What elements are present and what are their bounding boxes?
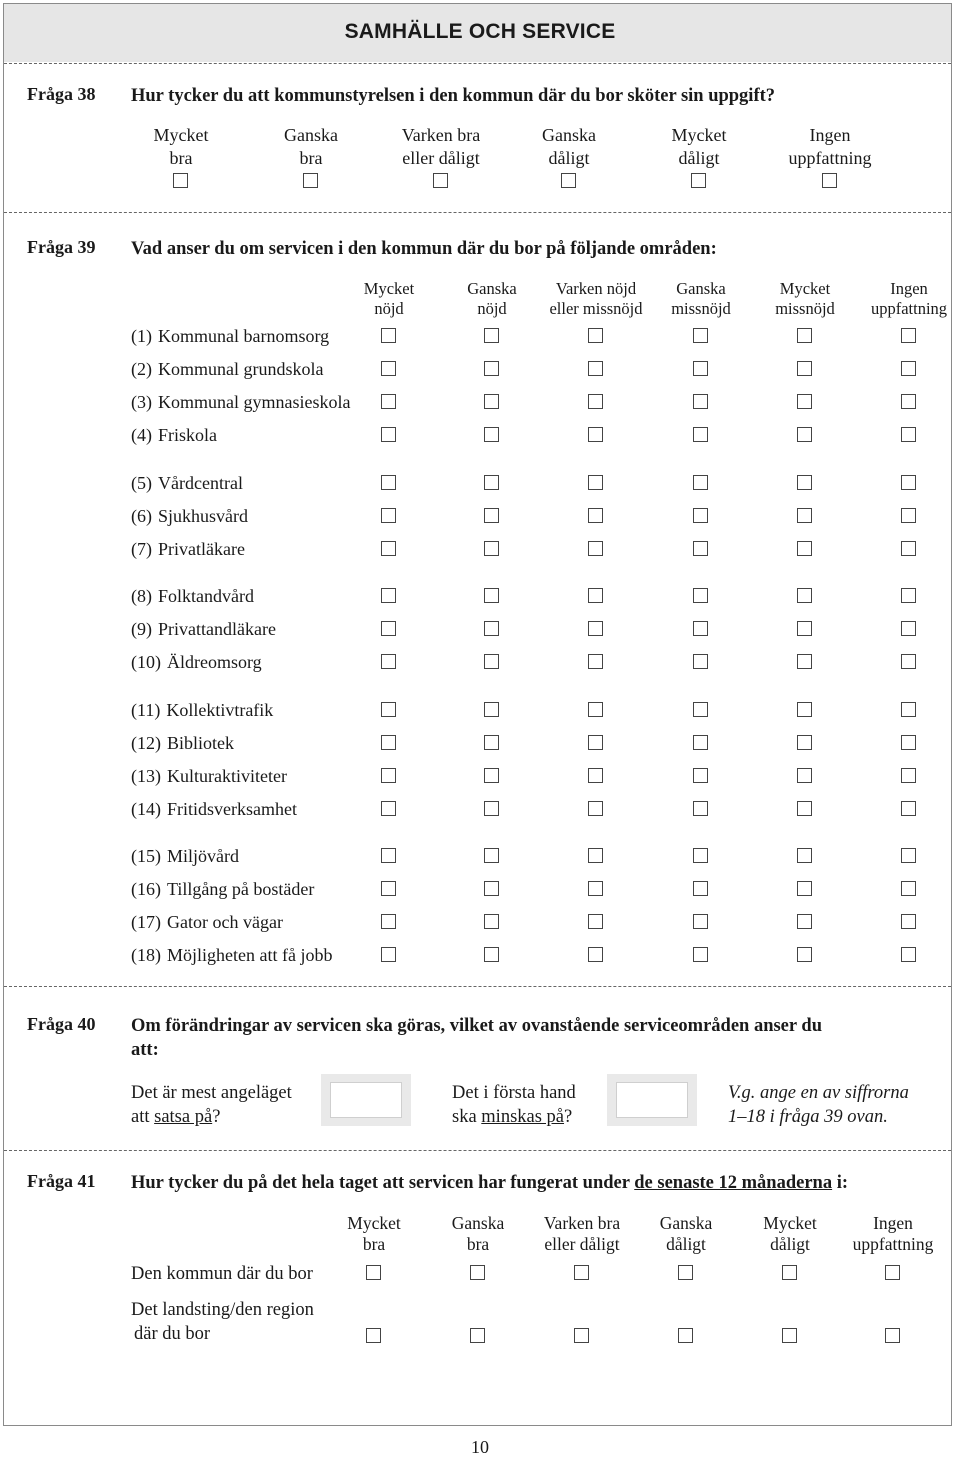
q39-item-checkbox[interactable]	[484, 848, 499, 863]
q39-item-checkbox[interactable]	[484, 654, 499, 669]
item-label: Kulturaktiviteter	[167, 766, 287, 786]
q39-item-checkbox[interactable]	[797, 735, 812, 750]
text-part: att	[131, 1107, 155, 1127]
q38-option-header	[509, 124, 629, 170]
q39-item-checkbox[interactable]	[484, 475, 499, 490]
q39-item-checkbox[interactable]	[588, 588, 603, 603]
question-40-text	[131, 1014, 931, 1062]
item-number: (13)	[131, 766, 161, 786]
q41-landsting-checkbox[interactable]	[782, 1328, 797, 1343]
q41-landsting-checkbox[interactable]	[678, 1328, 693, 1343]
q39-item-checkbox[interactable]	[588, 848, 603, 863]
q41-column-header	[735, 1213, 845, 1255]
q39-item-checkbox[interactable]	[484, 361, 499, 376]
q39-item-checkbox[interactable]	[693, 328, 708, 343]
q38-option-checkbox[interactable]	[691, 173, 706, 188]
question-38-text: Hur tycker du att kommunstyrelsen i den kommun där du bor sköter sin uppgift?	[131, 86, 776, 106]
q39-item-label	[131, 538, 245, 560]
q39-item-checkbox[interactable]	[693, 361, 708, 376]
q39-item-checkbox[interactable]	[588, 427, 603, 442]
question-40-text-line: att:	[131, 1040, 159, 1060]
option-line1: Varken bra	[401, 125, 481, 145]
q39-item-checkbox[interactable]	[588, 508, 603, 523]
q39-item-checkbox[interactable]	[693, 621, 708, 636]
q39-item-checkbox[interactable]	[901, 328, 916, 343]
q38-option-header	[639, 124, 759, 170]
row-label-line: Det landsting/den region	[131, 1300, 314, 1320]
priority-increase-line2	[131, 1105, 292, 1129]
q39-item-checkbox[interactable]	[901, 654, 916, 669]
option-line1: Mycket	[153, 125, 209, 145]
q39-item-checkbox[interactable]	[797, 914, 812, 929]
q41-kommun-checkbox[interactable]	[678, 1265, 693, 1280]
option-line2: dåligt	[678, 148, 720, 168]
column-line2: dåligt	[666, 1234, 706, 1254]
q39-item-checkbox[interactable]	[901, 947, 916, 962]
q39-item-label	[131, 618, 276, 640]
q39-item-label	[131, 585, 254, 607]
row-label-kommun: Den kommun där du bor	[131, 1264, 313, 1284]
q39-item-checkbox[interactable]	[797, 848, 812, 863]
q38-option-header	[251, 124, 371, 170]
q39-item-checkbox[interactable]	[588, 702, 603, 717]
item-number: (12)	[131, 733, 161, 753]
q39-item-checkbox[interactable]	[797, 801, 812, 816]
q39-column-header	[334, 279, 444, 319]
q39-item-label	[131, 472, 243, 494]
row-label-landsting	[131, 1298, 314, 1346]
q39-item-checkbox[interactable]	[797, 475, 812, 490]
priority-increase-line1: Det är mest angeläget	[131, 1083, 292, 1103]
q38-option-header	[770, 124, 890, 170]
q39-item-checkbox[interactable]	[901, 394, 916, 409]
option-line1: Mycket	[671, 125, 727, 145]
q39-item-checkbox[interactable]	[381, 621, 396, 636]
text-part: ?	[564, 1107, 573, 1127]
q39-item-checkbox[interactable]	[588, 654, 603, 669]
priority-decrease-line1: Det i första hand	[452, 1083, 576, 1103]
question-39-number: Fråga 39	[27, 237, 96, 257]
q39-item-checkbox[interactable]	[588, 328, 603, 343]
q39-item-checkbox[interactable]	[693, 801, 708, 816]
item-label: Äldreomsorg	[167, 652, 262, 672]
q39-item-checkbox[interactable]	[693, 654, 708, 669]
q39-item-checkbox[interactable]	[588, 947, 603, 962]
q39-item-checkbox[interactable]	[901, 621, 916, 636]
q39-item-checkbox[interactable]	[588, 361, 603, 376]
item-number: (17)	[131, 912, 161, 932]
q39-item-checkbox[interactable]	[381, 801, 396, 816]
divider	[4, 63, 951, 64]
q39-item-checkbox[interactable]	[484, 914, 499, 929]
q39-item-checkbox[interactable]	[381, 768, 396, 783]
q39-column-header	[750, 279, 860, 319]
q39-item-checkbox[interactable]	[484, 508, 499, 523]
q39-item-checkbox[interactable]	[588, 735, 603, 750]
q39-item-checkbox[interactable]	[381, 328, 396, 343]
underlined-text: satsa på	[154, 1107, 213, 1127]
q39-item-label	[131, 699, 273, 721]
item-number: (11)	[131, 700, 161, 720]
answer-box-inner	[330, 1082, 402, 1118]
item-label: Miljövård	[167, 846, 239, 866]
column-line1: Mycket	[347, 1213, 401, 1233]
q39-item-label	[131, 944, 332, 966]
q39-item-checkbox[interactable]	[484, 394, 499, 409]
q39-item-checkbox[interactable]	[381, 588, 396, 603]
column-line2: nöjd	[374, 299, 404, 318]
q39-item-checkbox[interactable]	[693, 394, 708, 409]
q39-item-checkbox[interactable]	[588, 394, 603, 409]
question-41-number: Fråga 41	[27, 1171, 96, 1191]
q39-item-checkbox[interactable]	[381, 881, 396, 896]
priority-decrease-answer-box[interactable]	[607, 1074, 697, 1126]
q39-item-checkbox[interactable]	[381, 702, 396, 717]
column-line1: Ganska	[451, 1213, 505, 1233]
q39-item-checkbox[interactable]	[797, 427, 812, 442]
q39-item-checkbox[interactable]	[693, 735, 708, 750]
question-40-note	[728, 1081, 909, 1129]
q39-item-checkbox[interactable]	[901, 475, 916, 490]
q39-item-checkbox[interactable]	[901, 541, 916, 556]
q39-item-label	[131, 358, 323, 380]
q39-item-checkbox[interactable]	[901, 801, 916, 816]
column-line2: nöjd	[477, 299, 507, 318]
q39-item-checkbox[interactable]	[484, 768, 499, 783]
q39-item-checkbox[interactable]	[381, 735, 396, 750]
q39-column-header	[437, 279, 547, 319]
question-40-text-line: Om förändringar av servicen ska göras, vilket av ovanstående serviceområden anser du	[131, 1016, 822, 1036]
question-41-text	[131, 1171, 848, 1195]
q39-item-label	[131, 765, 287, 787]
note-line: 1–18 i fråga 39 ovan.	[728, 1107, 888, 1127]
q39-item-checkbox[interactable]	[693, 702, 708, 717]
q41-landsting-checkbox[interactable]	[574, 1328, 589, 1343]
item-number: (10)	[131, 652, 161, 672]
question-38-number: Fråga 38	[27, 84, 96, 104]
q39-item-checkbox[interactable]	[381, 914, 396, 929]
priority-decrease-label	[452, 1081, 576, 1129]
option-line1: Ingen	[809, 125, 851, 145]
q39-item-checkbox[interactable]	[797, 654, 812, 669]
q39-item-checkbox[interactable]	[484, 702, 499, 717]
q39-item-checkbox[interactable]	[693, 914, 708, 929]
column-line1: Ganska	[659, 1213, 713, 1233]
q39-item-checkbox[interactable]	[901, 702, 916, 717]
column-line1: Ingen	[890, 279, 928, 298]
q38-option-header	[121, 124, 241, 170]
q41-landsting-checkbox[interactable]	[885, 1328, 900, 1343]
item-label: Möjligheten att få jobb	[167, 945, 333, 965]
item-number: (15)	[131, 846, 161, 866]
text-part: ska	[452, 1107, 482, 1127]
column-line2: uppfattning	[852, 1234, 934, 1254]
q41-column-header	[527, 1213, 637, 1255]
answer-box-inner	[616, 1082, 688, 1118]
q39-item-checkbox[interactable]	[797, 588, 812, 603]
q41-landsting-checkbox[interactable]	[366, 1328, 381, 1343]
column-line2: dåligt	[770, 1234, 810, 1254]
column-line2: eller missnöjd	[549, 299, 643, 318]
item-number: (9)	[131, 619, 152, 639]
q41-column-header	[631, 1213, 741, 1255]
column-line1: Varken nöjd	[555, 279, 637, 298]
q39-item-checkbox[interactable]	[901, 735, 916, 750]
q39-item-checkbox[interactable]	[797, 702, 812, 717]
q41-column-header	[423, 1213, 533, 1255]
question-39-text: Vad anser du om servicen i den kommun där du bor på följande områden:	[131, 239, 717, 259]
column-line2: missnöjd	[671, 299, 731, 318]
column-line1: Mycket	[363, 279, 415, 298]
q39-item-checkbox[interactable]	[901, 848, 916, 863]
row-label-line: där du bor	[134, 1324, 211, 1344]
q39-item-checkbox[interactable]	[901, 508, 916, 523]
column-line1: Ganska	[676, 279, 726, 298]
column-line1: Ganska	[467, 279, 517, 298]
q39-item-checkbox[interactable]	[797, 621, 812, 636]
column-line1: Varken bra	[543, 1213, 621, 1233]
item-number: (5)	[131, 473, 152, 493]
item-label: Sjukhusvård	[158, 506, 248, 526]
q39-column-header	[646, 279, 756, 319]
q39-item-label	[131, 651, 262, 673]
question-40-number: Fråga 40	[27, 1014, 96, 1034]
q39-column-header	[541, 279, 651, 319]
q39-item-checkbox[interactable]	[693, 768, 708, 783]
column-line2: missnöjd	[775, 299, 835, 318]
q39-item-checkbox[interactable]	[901, 361, 916, 376]
item-label: Fritidsverksamhet	[167, 799, 297, 819]
q38-option-checkbox[interactable]	[433, 173, 448, 188]
q39-item-checkbox[interactable]	[588, 801, 603, 816]
q39-item-checkbox[interactable]	[484, 541, 499, 556]
priority-increase-label	[131, 1081, 292, 1129]
q39-item-checkbox[interactable]	[797, 328, 812, 343]
q38-option-checkbox[interactable]	[561, 173, 576, 188]
underlined-text: minskas på	[481, 1107, 565, 1127]
item-number: (18)	[131, 945, 161, 965]
q39-item-checkbox[interactable]	[693, 848, 708, 863]
item-label: Kommunal grundskola	[158, 359, 324, 379]
q39-item-checkbox[interactable]	[797, 881, 812, 896]
divider	[4, 986, 951, 987]
q39-item-label	[131, 878, 314, 900]
column-line2: eller dåligt	[544, 1234, 620, 1254]
option-line2: bra	[299, 148, 323, 168]
q39-item-checkbox[interactable]	[588, 475, 603, 490]
q39-item-checkbox[interactable]	[381, 654, 396, 669]
item-number: (1)	[131, 326, 152, 346]
option-line2: bra	[169, 148, 193, 168]
q39-item-label	[131, 505, 248, 527]
column-line1: Mycket	[779, 279, 831, 298]
q39-item-label	[131, 798, 297, 820]
item-number: (14)	[131, 799, 161, 819]
priority-increase-answer-box[interactable]	[321, 1074, 411, 1126]
column-line2: bra	[466, 1234, 490, 1254]
priority-decrease-line2	[452, 1105, 576, 1129]
q41-kommun-checkbox[interactable]	[782, 1265, 797, 1280]
q39-item-checkbox[interactable]	[901, 427, 916, 442]
q38-option-checkbox[interactable]	[822, 173, 837, 188]
q41-landsting-checkbox[interactable]	[470, 1328, 485, 1343]
q41-kommun-checkbox[interactable]	[885, 1265, 900, 1280]
q39-item-checkbox[interactable]	[797, 394, 812, 409]
q39-item-checkbox[interactable]	[693, 881, 708, 896]
q39-item-checkbox[interactable]	[693, 508, 708, 523]
option-line1: Ganska	[542, 125, 596, 145]
q39-item-checkbox[interactable]	[901, 768, 916, 783]
q39-item-checkbox[interactable]	[797, 768, 812, 783]
q39-item-checkbox[interactable]	[484, 427, 499, 442]
q39-item-label	[131, 911, 283, 933]
item-label: Tillgång på bostäder	[167, 879, 315, 899]
item-label: Kommunal barnomsorg	[158, 326, 330, 346]
item-number: (6)	[131, 506, 152, 526]
q39-item-checkbox[interactable]	[381, 947, 396, 962]
underlined-text: de senaste 12 månaderna	[634, 1173, 833, 1193]
item-number: (7)	[131, 539, 152, 559]
q39-item-checkbox[interactable]	[693, 427, 708, 442]
option-line1: Ganska	[284, 125, 338, 145]
column-line1: Mycket	[763, 1213, 817, 1233]
q39-item-checkbox[interactable]	[797, 947, 812, 962]
q39-item-checkbox[interactable]	[693, 947, 708, 962]
q39-item-checkbox[interactable]	[381, 541, 396, 556]
q39-item-checkbox[interactable]	[901, 881, 916, 896]
q39-item-checkbox[interactable]	[484, 621, 499, 636]
q39-item-checkbox[interactable]	[381, 475, 396, 490]
column-line2: uppfattning	[870, 299, 948, 318]
column-line2: bra	[362, 1234, 386, 1254]
q39-item-checkbox[interactable]	[381, 427, 396, 442]
q39-item-checkbox[interactable]	[797, 361, 812, 376]
q39-item-checkbox[interactable]	[693, 475, 708, 490]
q39-item-checkbox[interactable]	[588, 881, 603, 896]
item-label: Privatläkare	[158, 539, 245, 559]
item-label: Folktandvård	[158, 586, 254, 606]
divider	[4, 212, 951, 213]
q39-item-checkbox[interactable]	[381, 361, 396, 376]
q39-column-header	[854, 279, 960, 319]
q39-item-checkbox[interactable]	[693, 588, 708, 603]
q39-item-label	[131, 845, 239, 867]
q39-item-checkbox[interactable]	[484, 328, 499, 343]
item-label: Privattandläkare	[158, 619, 276, 639]
section-title: SAMHÄLLE OCH SERVICE	[344, 20, 616, 43]
option-line2: uppfattning	[788, 148, 872, 168]
note-line: V.g. ange en av siffrorna	[728, 1083, 909, 1103]
q39-item-checkbox[interactable]	[901, 914, 916, 929]
text-part: Hur tycker du på det hela taget att servicen har fungerat under	[131, 1173, 635, 1193]
q39-item-label	[131, 325, 329, 347]
item-number: (8)	[131, 586, 152, 606]
item-label: Kollektivtrafik	[166, 700, 274, 720]
q39-item-checkbox[interactable]	[381, 394, 396, 409]
item-label: Vårdcentral	[158, 473, 243, 493]
column-line1: Ingen	[873, 1213, 913, 1233]
q41-column-header	[319, 1213, 429, 1255]
item-label: Kommunal gymnasieskola	[158, 392, 351, 412]
q39-item-checkbox[interactable]	[484, 801, 499, 816]
q41-kommun-checkbox[interactable]	[574, 1265, 589, 1280]
q39-item-checkbox[interactable]	[484, 947, 499, 962]
page-number: 10	[471, 1437, 489, 1457]
q39-item-checkbox[interactable]	[693, 541, 708, 556]
text-part: i:	[832, 1173, 849, 1193]
divider	[4, 1150, 951, 1151]
item-number: (2)	[131, 359, 152, 379]
q39-item-checkbox[interactable]	[588, 914, 603, 929]
q39-item-checkbox[interactable]	[797, 508, 812, 523]
q38-option-header	[381, 124, 501, 170]
option-line2: eller dåligt	[402, 148, 480, 168]
q39-item-checkbox[interactable]	[381, 508, 396, 523]
q41-kommun-checkbox[interactable]	[470, 1265, 485, 1280]
q39-item-checkbox[interactable]	[484, 735, 499, 750]
q38-option-checkbox[interactable]	[303, 173, 318, 188]
option-line2: dåligt	[548, 148, 590, 168]
q39-item-checkbox[interactable]	[588, 621, 603, 636]
q39-item-label	[131, 424, 217, 446]
q41-column-header	[838, 1213, 948, 1255]
text-part: ?	[212, 1107, 221, 1127]
q39-item-label	[131, 732, 234, 754]
q39-item-checkbox[interactable]	[484, 588, 499, 603]
item-number: (3)	[131, 392, 152, 412]
item-label: Gator och vägar	[167, 912, 283, 932]
q39-item-checkbox[interactable]	[588, 541, 603, 556]
q39-item-checkbox[interactable]	[797, 541, 812, 556]
q41-kommun-checkbox[interactable]	[366, 1265, 381, 1280]
q39-item-checkbox[interactable]	[381, 848, 396, 863]
item-number: (4)	[131, 425, 152, 445]
q38-option-checkbox[interactable]	[173, 173, 188, 188]
q39-item-label	[131, 391, 350, 413]
q39-item-checkbox[interactable]	[588, 768, 603, 783]
q39-item-checkbox[interactable]	[901, 588, 916, 603]
item-label: Friskola	[158, 425, 218, 445]
item-label: Bibliotek	[167, 733, 234, 753]
q39-item-checkbox[interactable]	[484, 881, 499, 896]
item-number: (16)	[131, 879, 161, 899]
